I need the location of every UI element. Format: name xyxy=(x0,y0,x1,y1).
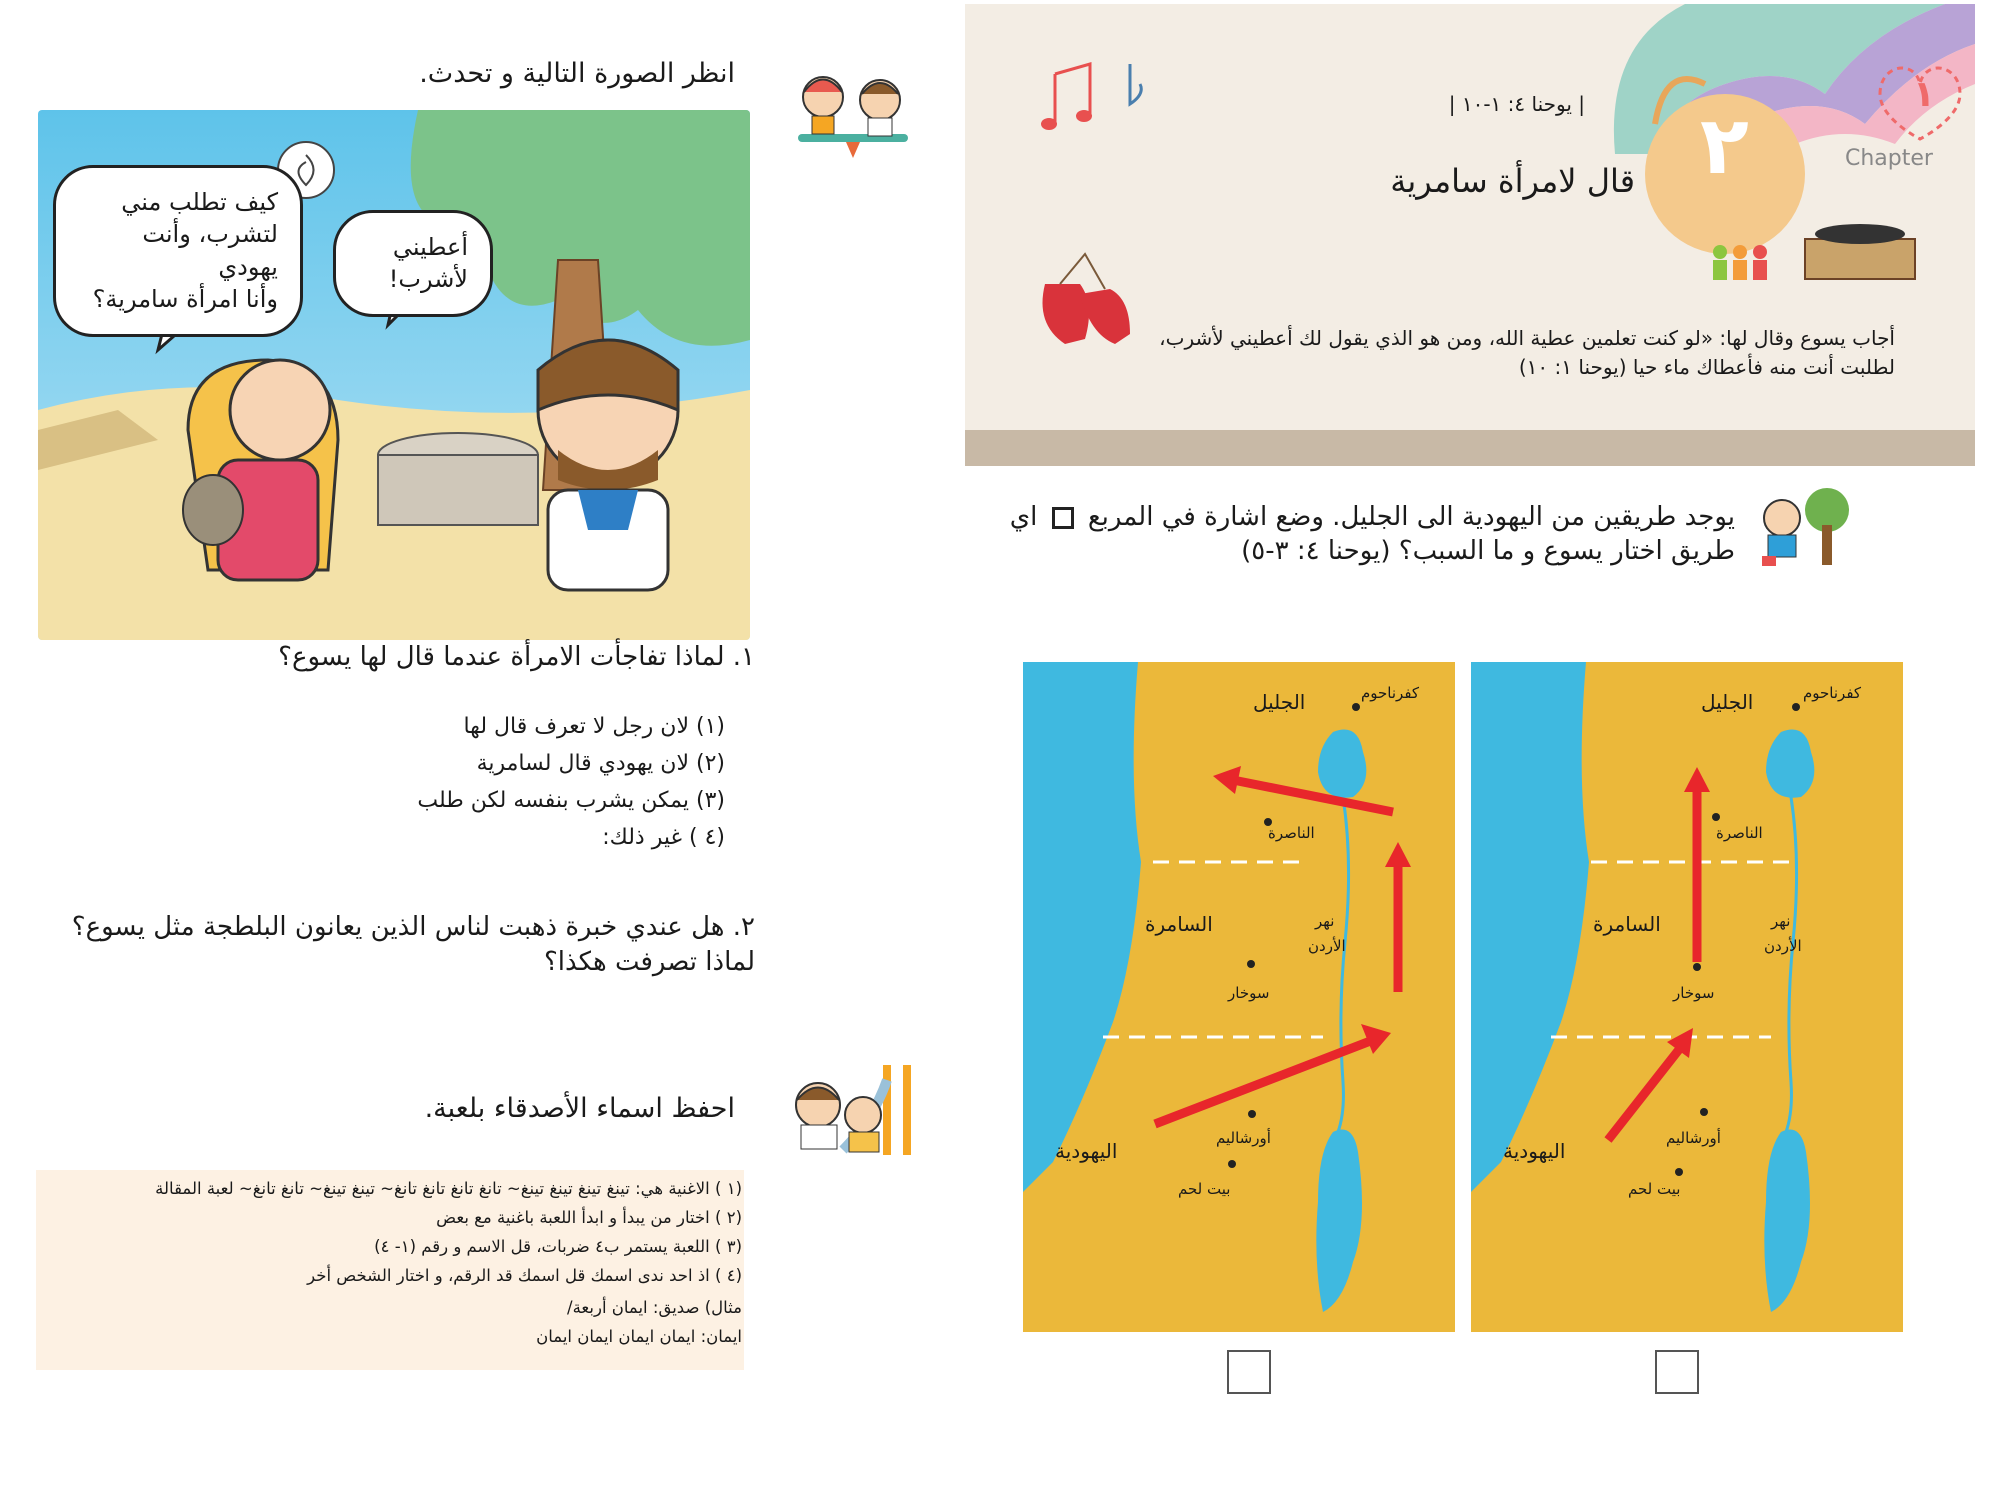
label-bethlehem: بيت لحم xyxy=(1178,1180,1231,1198)
woman-figure xyxy=(183,360,338,580)
rule-example: مثال) صديق: ايمان أربعة/ xyxy=(567,1298,742,1317)
label-judea: اليهودية xyxy=(1055,1139,1118,1163)
woman-speech-bubble xyxy=(53,165,303,337)
label-bethlehem: بيت لحم xyxy=(1628,1180,1681,1198)
bubble-line: لتشرب، وأنت يهودي xyxy=(142,220,278,281)
family-icons xyxy=(1713,245,1767,280)
verse-line-2: لطلبت أنت منه فأعطاك ماء حيا (يوحنا ١: ١٠) xyxy=(1518,355,1895,379)
label-capernaum: كفرناحوم xyxy=(1803,684,1862,702)
route-arrows xyxy=(1608,767,1710,1140)
rule-1: (١ ) الاغنية هي: تينغ تينغ تينغ تينغ~ تانغ تانغ تانغ تانغ~ تينغ تينغ~ تانغ تانغ~ لعبة المقالة xyxy=(155,1179,742,1198)
heart-number: ١ xyxy=(1913,74,1935,115)
map-route-samaria xyxy=(1471,662,1903,1332)
memory-verse xyxy=(1159,324,1895,382)
look-instruction: انظر الصورة التالية و تحدث. xyxy=(419,58,735,89)
option-3[interactable]: (٣) يمكن يشرب بنفسه لكن طلب xyxy=(417,788,725,813)
question-2-line-2: لماذا تصرفت هكذا؟ xyxy=(543,947,755,978)
map-instruction-text-end: اي xyxy=(1009,502,1038,532)
jesus-figure xyxy=(538,340,678,590)
seesaw-kids-illustration xyxy=(788,62,918,167)
label-jerusalem: أورشاليم xyxy=(1216,1129,1271,1147)
answer-checkbox-jordan-route[interactable] xyxy=(1227,1350,1271,1394)
torn-paper-strip xyxy=(965,430,1975,466)
map-instruction-line-2: طريق اختار يسوع و ما السبب؟ (يوحنا ٤: ٣-٥) xyxy=(1241,536,1735,566)
rule-2: (٢ ) اختار من يبدأ و ابدأ اللعبة باغنية مع بعض xyxy=(436,1208,742,1227)
rule-example-answer: ايمان: ايمان ايمان ايمان ايمان xyxy=(536,1327,742,1346)
comic-illustration xyxy=(38,110,750,640)
option-1[interactable]: (١) لان رجل لا تعرف قال لها xyxy=(463,714,725,739)
chapter-label: Chapter xyxy=(1845,146,1933,171)
bubble-line: لأشرب! xyxy=(388,265,468,294)
label-nazareth: الناصرة xyxy=(1268,824,1315,842)
label-jordan-2: الأردن xyxy=(1764,937,1802,955)
chapter-number: ٢ xyxy=(1700,99,1749,192)
label-sychar: سوخار xyxy=(1228,984,1270,1002)
label-samaria: السامرة xyxy=(1145,912,1213,936)
mittens-icon xyxy=(1043,254,1131,344)
label-jordan-2: الأردن xyxy=(1308,937,1346,955)
bubble-line: أعطيني xyxy=(392,233,468,261)
question-1: ١. لماذا تفاجأت الامرأة عندما قال لها يسوع؟ xyxy=(278,642,755,672)
label-sychar: سوخار xyxy=(1673,984,1715,1002)
game-rules-box xyxy=(36,1170,744,1370)
lesson-header-card xyxy=(965,4,1975,434)
label-capernaum: كفرناحوم xyxy=(1361,684,1420,702)
map-route-jordan xyxy=(1023,662,1455,1332)
boy-tree-illustration xyxy=(1742,480,1852,570)
bubble-line: كيف تطلب مني xyxy=(121,188,278,216)
answer-options xyxy=(417,708,725,856)
label-nazareth: الناصرة xyxy=(1716,824,1763,842)
phonograph-icon xyxy=(1805,224,1915,279)
label-jordan-1: نهر xyxy=(1315,912,1335,930)
jesus-speech-bubble xyxy=(333,210,493,317)
game-instruction: احفظ اسماء الأصدقاء بلعبة. xyxy=(424,1093,735,1124)
label-galilee: الجليل xyxy=(1701,690,1754,714)
bubble-line: وأنا امرأة سامرية؟ xyxy=(92,285,278,314)
rule-3: (٣ ) اللعبة يستمر ب٤ ضربات، قل الاسم و رقم (١- ٤) xyxy=(374,1237,742,1256)
question-2 xyxy=(72,910,755,980)
map-instruction xyxy=(975,500,1735,568)
answer-checkbox-samaria-route[interactable] xyxy=(1655,1350,1699,1394)
label-samaria: السامرة xyxy=(1593,912,1661,936)
music-notes-icon xyxy=(1041,64,1141,130)
option-4[interactable]: (٤ ) غير ذلك: xyxy=(602,825,725,850)
scripture-reference: | يوحنا ٤: ١-١٠ | xyxy=(1448,92,1585,116)
verse-line-1: أجاب يسوع وقال لها: «لو كنت تعلمين عطية الله، ومن هو الذي يقول لك أعطيني لأشرب، xyxy=(1159,326,1895,350)
route-arrows xyxy=(1155,766,1411,1124)
label-judea: اليهودية xyxy=(1503,1139,1566,1163)
map-instruction-text: يوجد طريقين من اليهودية الى الجليل. وضع اشارة في المربع xyxy=(1087,502,1735,532)
label-galilee: الجليل xyxy=(1253,690,1306,714)
label-jerusalem: أورشاليم xyxy=(1666,1129,1721,1147)
slide-kids-illustration xyxy=(783,1060,918,1160)
question-2-line-1: ٢. هل عندي خبرة ذهبت لناس الذين يعانون البلطجة مثل يسوع؟ xyxy=(71,912,755,942)
map-instruction-line-1 xyxy=(975,500,1735,534)
label-jordan-1: نهر xyxy=(1771,912,1791,930)
option-2[interactable]: (٢) لان يهودي قال لسامرية xyxy=(476,751,725,776)
checkbox-symbol-icon xyxy=(1052,507,1074,529)
rule-4: (٤ ) اذ احد ندى اسمك قل اسمك قد الرقم، و اختار الشخص أخر xyxy=(307,1266,742,1285)
lesson-title: قال لامرأة سامرية xyxy=(1390,162,1635,200)
